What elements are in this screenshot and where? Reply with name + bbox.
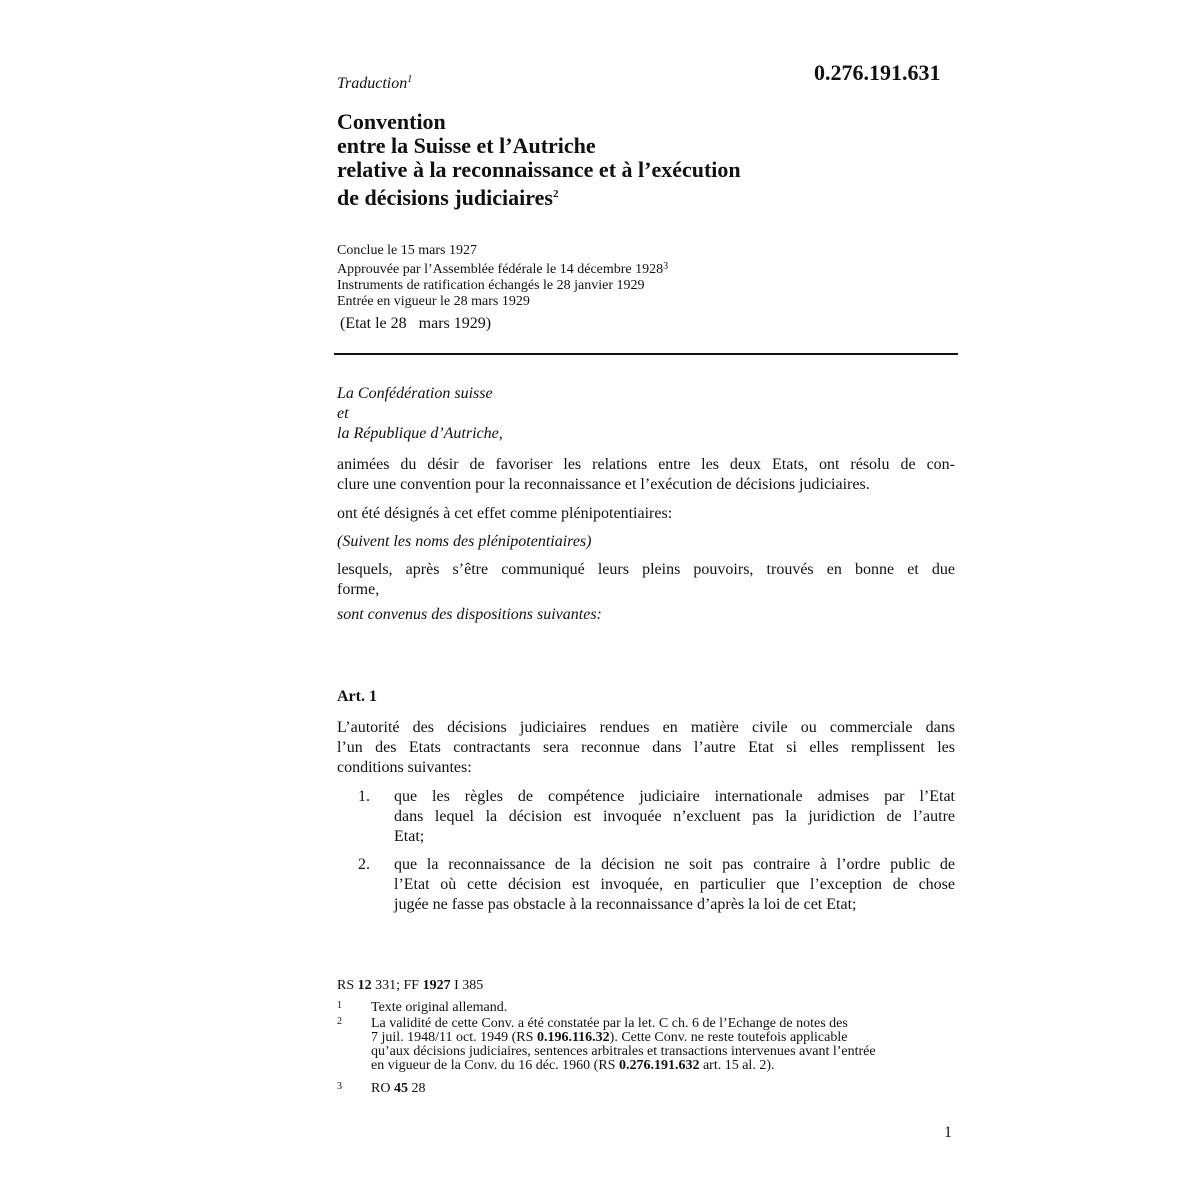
sr-number: 0.276.191.631 [814,60,941,85]
preamble-paragraph-5: sont convenus des dispositions suivantes: [337,606,602,623]
article-1-intro [337,718,955,778]
translation-label [337,74,412,93]
treaty-metadata [337,243,668,310]
intro-line-2: l’un des Etats contractants sera reconnue dans l’autre Etat si elles remplissent les [337,739,955,756]
fn2-l2a: 7 juil. 1948/11 oct. 1949 (RS [371,1030,537,1045]
footnote-1-text: Texte original allemand. [371,1000,508,1015]
ref-rs-vol: 12 [357,978,372,993]
fn2-l2c: ). Cette Conv. ne reste toutefois applicable [609,1030,848,1045]
preamble-paragraph-1 [337,455,955,495]
meta-approuvee [337,259,668,278]
item-2-line-2: l’Etat où cette décision est invoquée, en particulier que l’exception de chose [394,876,955,893]
preamble-paragraph-3: (Suivent les noms des plénipotentiaires) [337,533,592,550]
source-reference [337,978,483,994]
document-title [337,110,741,210]
party-conjunction: et [337,405,349,422]
fn2-l4b[interactable]: 0.276.191.632 [618,1058,700,1073]
article-1-item-1 [337,787,955,847]
party-2: la République d’Autriche, [337,425,503,442]
footnote-1-number: 1 [337,1000,342,1011]
ref-rs-page: 331; FF [371,978,423,993]
title-line-4 [337,182,741,210]
meta-entree: Entrée en vigueur le 28 mars 1929 [337,294,530,309]
ref-rs: RS [337,978,358,993]
article-1-heading: Art. 1 [337,688,377,705]
p1-line-1: animées du désir de favoriser les relations entre les deux Etats, ont résolu de con- [337,456,955,473]
title-line-3: relative à la reconnaissance et à l’exécution [337,157,741,182]
item-1-line-1: que les règles de compétence judiciaire internationale admises par l’Etat [394,788,955,805]
footnote-3-text [371,1082,955,1096]
footnote-3 [337,1082,955,1096]
footnote-3-number: 3 [337,1081,342,1092]
fn2-l4a: en vigueur de la Conv. du 16 déc. 1960 (RS [371,1058,619,1073]
meta-conclue: Conclue le 15 mars 1927 [337,243,477,258]
fn2-line-4 [371,1059,955,1073]
preamble-parties [337,384,503,444]
header-divider [334,353,958,355]
fn3-a: RO [371,1081,394,1096]
fn2-l4c: art. 15 al. 2). [699,1058,775,1073]
item-2-line-1: que la reconnaissance de la décision ne soit pas contraire à l’ordre public de [394,856,955,873]
meta-approuvee-text: Approuvée par l’Assemblée fédérale le 14 décembre 1928 [337,262,664,277]
p4-line-2: forme, [337,581,380,598]
preamble-paragraph-2: ont été désignés à cet effet comme plénipotentiaires: [337,505,673,522]
fn3-b: 45 [393,1081,408,1096]
translation-text: Traduction [337,75,408,92]
title-line-4-text: de décisions judiciaires [337,185,553,210]
fn2-line-1: La validité de cette Conv. a été constatée par la let. C ch. 6 de l’Echange de notes des [371,1016,848,1031]
footnote-ref-3[interactable]: 3 [663,261,669,272]
fn3-c: 28 [407,1081,426,1096]
item-number: 2. [358,856,370,873]
ref-ff-rest: I 385 [450,978,484,993]
ref-ff-year: 1927 [422,978,451,993]
item-text [394,787,955,847]
footnote-2-text [371,1017,955,1073]
item-2-line-3: jugée ne fasse pas obstacle à la reconnaissance d’après la loi de cet Etat; [394,896,857,913]
fn2-line-3: qu’aux décisions judiciaires, sentences arbitrales et transactions intervenues avant l’entrée [371,1044,876,1059]
meta-instruments: Instruments de ratification échangés le 28 janvier 1929 [337,278,645,293]
p1-line-2: clure une convention pour la reconnaissance et l’exécution de décisions judiciaires. [337,476,870,493]
title-line-1: Convention [337,109,446,134]
footnote-ref-2[interactable]: 2 [552,188,559,200]
fn2-line-2 [371,1031,955,1045]
item-1-line-2: dans lequel la décision est invoquée n’excluent pas la juridiction de l’autre [394,808,955,825]
title-line-2: entre la Suisse et l’Autriche [337,133,596,158]
item-number: 1. [358,788,370,805]
preamble-paragraph-4 [337,560,955,600]
page-number: 1 [944,1124,952,1141]
p4-line-1: lesquels, après s’être communiqué leurs pleins pouvoirs, trouvés en bonne et due [337,561,955,578]
footnote-1 [337,1001,955,1015]
item-1-line-3: Etat; [394,828,425,845]
party-1: La Confédération suisse [337,385,493,402]
intro-line-1: L’autorité des décisions judiciaires rendues en matière civile ou commerciale dans [337,719,955,736]
article-1-item-2 [337,855,955,915]
intro-line-3: conditions suivantes: [337,759,472,776]
footnote-ref-1[interactable]: 1 [407,74,413,85]
status-date: (Etat le 28 mars 1929) [340,315,492,332]
fn2-l2b[interactable]: 0.196.116.32 [536,1030,610,1045]
item-text [394,855,955,915]
footnote-2-number: 2 [337,1016,342,1027]
footnote-2 [337,1017,955,1077]
